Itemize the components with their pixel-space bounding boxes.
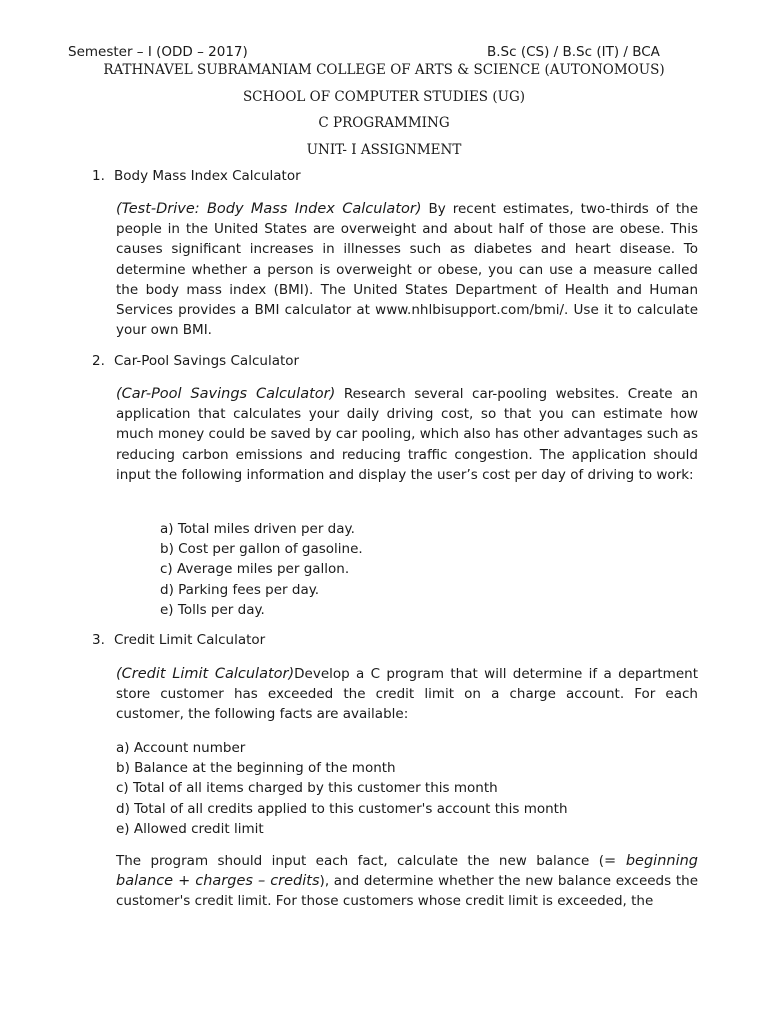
list-item: c) Average miles per gallon. [160,561,350,578]
item-2-list [160,519,363,620]
item-lead: (Test-Drive: Body Mass Index Calculator) [116,201,422,217]
closing-text: The program should input each fact, calculate the new balance ( [116,853,604,869]
item-1-heading [92,168,301,184]
list-item: b) Cost per gallon of gasoline. [160,541,363,558]
semester-label: Semester – I (ODD – 2017) [68,44,248,60]
item-1-paragraph [116,199,698,340]
assignment-title: UNIT- I ASSIGNMENT [306,142,462,158]
item-lead: (Car-Pool Savings Calculator) [116,386,336,402]
list-item: e) Tolls per day. [160,601,265,618]
item-title: Body Mass Index Calculator [114,168,301,184]
item-body: Develop a C program that will determine if a department store customer has exceeded the credit limit on a charge account. For each customer, the following facts are available: [116,666,698,723]
item-3-closing-paragraph [116,851,698,912]
item-2-paragraph [116,384,698,485]
school-name: SCHOOL OF COMPUTER STUDIES (UG) [242,89,526,105]
list-item: d) Parking fees per day. [160,581,320,598]
list-item: a) Account number [116,740,246,756]
item-number: 2. [92,353,105,369]
item-3-heading [92,632,265,648]
list-item: c) Total of all items charged by this customer this month [116,780,498,797]
item-body: Research several car-pooling websites. Create an application that calculates your daily driving cost, so that you can estimate how much money could be saved by car pooling, which also has other advantages such as reducing carbon emissions and reducing traffic congestion. The application should input the following information and display the user’s cost per day of driving to work: [116,386,698,483]
item-3-list [116,738,568,839]
program-label: B.Sc (CS) / B.Sc (IT) / BCA [487,44,660,60]
item-2-heading [92,353,299,369]
list-item: d) Total of all credits applied to this customer's account this month [116,800,568,817]
item-body: By recent estimates, two-thirds of the people in the United States are overweight and about half of those are obese. This causes significant increases in illnesses such as diabetes and heart disease. To determine whether a person is overweight or obese, you can use a measure called the body mass index (BMI). The United States Department of Health and Human Services provides a BMI calculator at www.nhlbisupport.com/bmi/. Use it to calculate your own BMI. [116,201,699,339]
item-lead: (Credit Limit Calculator) [116,666,295,682]
item-3-paragraph [116,664,698,725]
balance-formula: = beginning balance + charges – credits [116,853,698,890]
item-title: Credit Limit Calculator [114,632,266,648]
list-item: b) Balance at the beginning of the month [116,760,396,777]
item-title: Car-Pool Savings Calculator [114,353,300,369]
subject-title: C PROGRAMMING [318,115,450,131]
list-item: e) Allowed credit limit [116,820,264,837]
closing-text: ), and determine whether the new balance exceeds the customer's credit limit. For those customers whose credit limit is exceeded, the [116,873,698,910]
item-number: 3. [92,632,105,648]
item-number: 1. [92,168,105,184]
list-item: a) Total miles driven per day. [160,521,355,537]
college-name: RATHNAVEL SUBRAMANIAM COLLEGE OF ARTS & SCIENCE (AUTONOMOUS) [103,62,665,78]
